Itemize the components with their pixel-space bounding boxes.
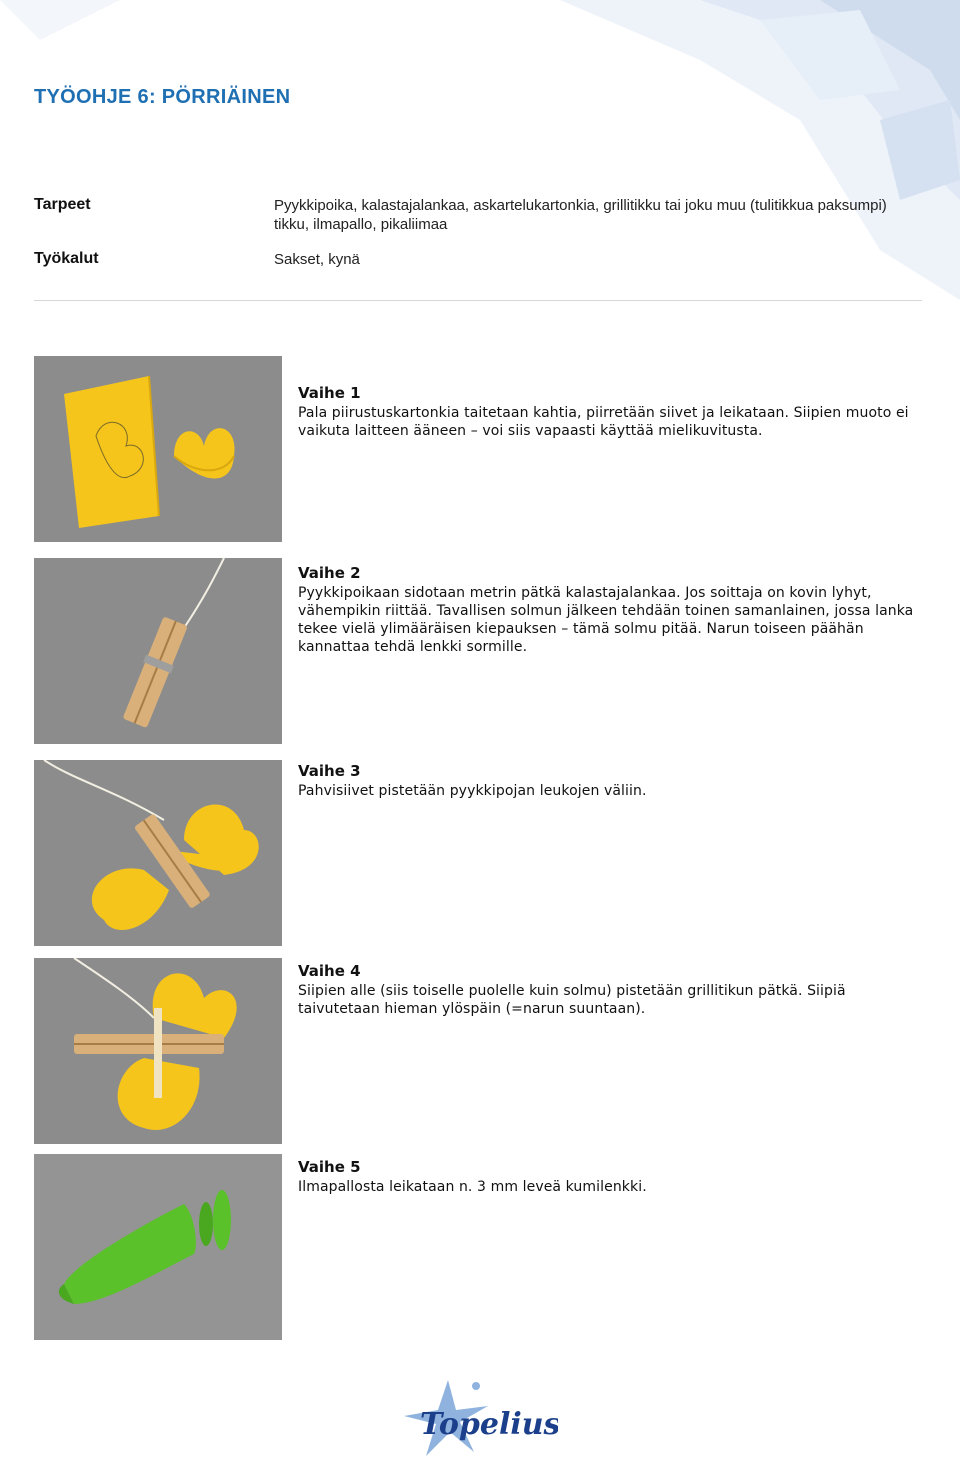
materials-value: Pyykkipoika, kalastajalankaa, askartelukartonkia, grillitikku tai joku muu (tulitikkua paksumpi) tikku, ilmapallo, pikaliimaa bbox=[274, 197, 887, 233]
step-2-text bbox=[298, 564, 918, 656]
step-1-body: Pala piirustuskartonkia taitetaan kahtia, piirretään siivet ja leikataan. Siipien muoto ei vaikuta laitteen ääneen – voi siis vapaasti käyttää mielikuvitusta. bbox=[298, 405, 909, 439]
step-4-text bbox=[298, 962, 918, 1018]
step-1-heading: Vaihe 1 bbox=[298, 384, 361, 402]
corner-decoration bbox=[0, 0, 960, 340]
logo-text: Topelius bbox=[420, 1407, 558, 1442]
step-4-heading: Vaihe 4 bbox=[298, 962, 361, 980]
step-4-photo bbox=[34, 958, 282, 1144]
step-5-photo bbox=[34, 1154, 282, 1340]
tools-value: Sakset, kynä bbox=[274, 251, 360, 268]
step-3-photo bbox=[34, 760, 282, 946]
page-title: TYÖOHJE 6: PÖRRIÄINEN bbox=[34, 86, 291, 108]
step-4-body: Siipien alle (siis toiselle puolelle kuin solmu) pistetään grillitikun pätkä. Siipiä taivutetaan hieman ylöspäin (=narun suuntaan). bbox=[298, 983, 846, 1017]
step-5-heading: Vaihe 5 bbox=[298, 1158, 361, 1176]
divider bbox=[34, 300, 922, 301]
step-3-text bbox=[298, 762, 918, 800]
topelius-logo bbox=[398, 1376, 558, 1466]
step-2-body: Pyykkipoikaan sidotaan metrin pätkä kalastajalankaa. Jos soittaja on kovin lyhyt, vähempikin riittää. Tavallisen solmun jälkeen tehdään toinen samanlainen, jossa lanka tekee vielä ylimääräisen kiepauksen – tämä solmu pitää. Narun toiseen päähän kannattaa tehdä lenkki sormille. bbox=[298, 585, 914, 655]
step-1-photo bbox=[34, 356, 282, 542]
step-3-heading: Vaihe 3 bbox=[298, 762, 361, 780]
step-5-body: Ilmapallosta leikataan n. 3 mm leveä kumilenkki. bbox=[298, 1179, 647, 1195]
step-2-heading: Vaihe 2 bbox=[298, 564, 361, 582]
tools-label: Työkalut bbox=[34, 250, 99, 267]
step-3-body: Pahvisiivet pistetään pyykkipojan leukojen väliin. bbox=[298, 783, 647, 799]
materials-label: Tarpeet bbox=[34, 196, 91, 213]
step-2-photo bbox=[34, 558, 282, 744]
step-5-text bbox=[298, 1158, 918, 1196]
step-1-text bbox=[298, 384, 918, 440]
